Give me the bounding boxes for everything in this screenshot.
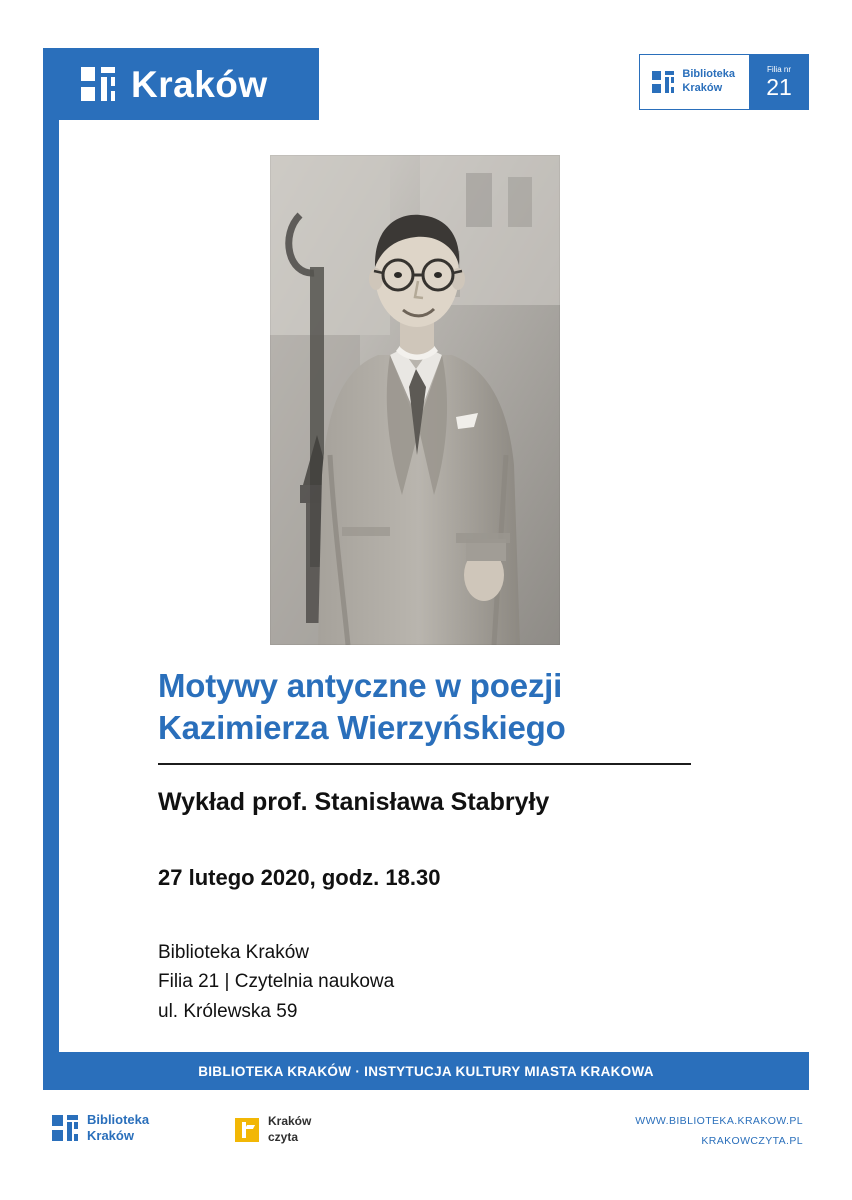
- biblioteka-blocks-icon: [52, 1115, 78, 1141]
- venue-line-2: Filia 21 | Czytelnia naukowa: [158, 971, 395, 993]
- footer-url-krakowczyta[interactable]: KRAKOWCZYTA.PL: [701, 1134, 803, 1147]
- krakow-czyta-icon: [235, 1118, 259, 1142]
- portrait-illustration: [270, 155, 560, 645]
- library-logo-text: [682, 68, 735, 96]
- footer-krakow-czyta-logo: [235, 1114, 311, 1145]
- venue-line-1: Biblioteka Kraków: [158, 941, 310, 963]
- footer-url-biblioteka[interactable]: WWW.BIBLIOTEKA.KRAKOW.PL: [635, 1115, 803, 1127]
- event-venue: [158, 938, 758, 1026]
- footer-czyta-line2: czyta: [268, 1129, 299, 1144]
- footer-library-line2: Kraków: [87, 1128, 134, 1144]
- footer-links: [635, 1112, 803, 1152]
- branch-number: 21: [766, 73, 792, 100]
- portrait-photo: [270, 155, 560, 645]
- krakow-logo: [59, 48, 319, 120]
- footer-library-logo: [52, 1112, 149, 1145]
- left-accent-bar: [43, 48, 59, 1052]
- venue-line-3: ul. Królewska 59: [158, 1000, 298, 1022]
- krakow-logo-text: Kraków: [131, 63, 268, 105]
- title-divider: [158, 763, 691, 765]
- biblioteka-blocks-icon: [652, 71, 674, 93]
- poster-header: [59, 48, 809, 120]
- poster-content: [158, 665, 758, 1026]
- library-name-line2: Kraków: [682, 82, 723, 94]
- event-title-line2: Kazimierza Wierzyńskiego: [158, 709, 566, 747]
- krakow-blocks-icon: [81, 67, 115, 101]
- event-datetime: 27 lutego 2020, godz. 18.30: [158, 865, 441, 891]
- footer-czyta-line1: Kraków: [268, 1114, 312, 1128]
- event-title-line1: Motywy antyczne w poezji: [158, 667, 563, 704]
- event-subtitle: Wykład prof. Stanisława Stabryły: [158, 788, 550, 817]
- branch-label: Filia nr: [766, 64, 791, 74]
- footer-library-line1: Biblioteka: [87, 1112, 150, 1127]
- branch-number-box: [749, 54, 809, 110]
- library-name-line1: Biblioteka: [682, 68, 735, 81]
- footer-czyta-text: [268, 1114, 311, 1145]
- library-logo: [639, 54, 749, 110]
- footer-library-text: [87, 1112, 149, 1145]
- event-title: [158, 665, 758, 749]
- library-branch-badge: [639, 54, 809, 110]
- poster-footer: [43, 1100, 809, 1170]
- institution-band: BIBLIOTEKA KRAKÓW · INSTYTUCJA KULTURY MIASTA KRAKOWA: [43, 1052, 809, 1090]
